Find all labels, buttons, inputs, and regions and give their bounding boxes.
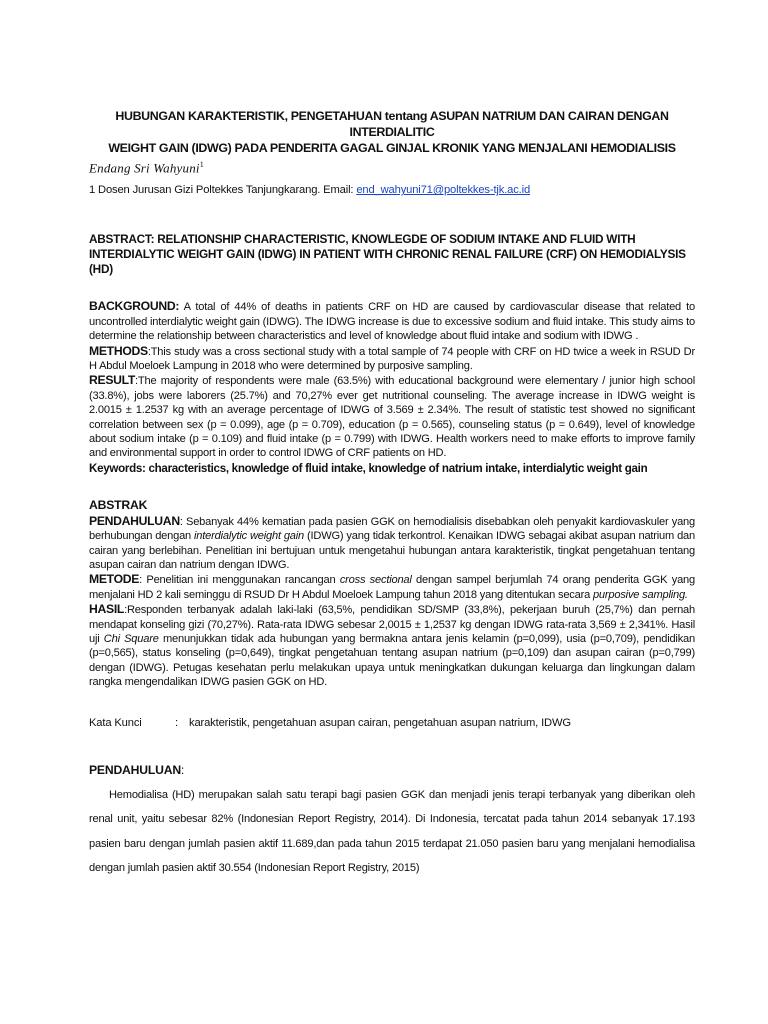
hasil-text-a: :Responden terbanyak adalah laki-laki (63,5%, pendidikan SD/SMP (33,8%), pekerjaan buruh (25,7%) dan pernah mendapat konseling gizi (70,27%). Rata-rata IDWG sebesar 2,0015 ± 1,2537 kg dengan IDWG rata-rata 3,569 ± 2,341%. Hasil uji (89, 604, 695, 646)
abstract-title: ABSTRACT: RELATIONSHIP CHARACTERISTIC, KNOWLEGDE OF SODIUM INTAKE AND FLUID WITH INTERDIALYTIC WEIGHT GAIN (IDWG) IN PATIENT WITH CHRONIC RENAL FAILURE (CRF) ON HEMODIALYSIS (HD) (89, 232, 686, 277)
metode-text-a: : Penelitian ini menggunakan rancangan (139, 574, 340, 587)
paper-title (85, 108, 699, 156)
background-label: BACKGROUND: (89, 299, 180, 314)
result-paragraph (89, 373, 695, 460)
intro-paragraph: Hemodialisa (HD) merupakan salah satu terapi bagi pasien GGK dan menjadi jenis terapi terbanyak yang diberikan oleh renal unit, yaitu sebesar 82% (Indonesian Report Registry, 2014). Di Indonesia, tercatat pada tahun 2014 sebanyak 17.193 pasien baru dengan jumlah pasien aktif 11.689,dan pada tahun 2015 terdapat 21.050 pasien baru yang menjalani hemodialisa dengan jumlah pasien aktif 30.554 (Indonesian Report Registry, 2015) (89, 788, 695, 875)
intro-heading-colon: : (180, 762, 185, 777)
kata-kunci-colon: : (175, 716, 178, 729)
metode-text-b: dengan sampel berjumlah 74 orang penderita GGK yang menjalani HD 2 kali seminggu di RSUD Dr H Abdul Moeloek Lampung tahun 2018 yang ditentukan secara (89, 574, 695, 601)
methods-label: METHODS (89, 343, 148, 358)
keywords: Keywords: characteristics, knowledge of fluid intake, knowledge of natrium intake, interdialytic weight gain (89, 461, 648, 475)
hasil-paragraph (89, 602, 695, 689)
background-paragraph (89, 299, 695, 343)
hasil-text-b: menunjukkan tidak ada hubungan yang bermakna antara jenis kelamin (p=0,099), usia (p=0,709), pendidikan (p=0,565), status konseling (p=0,649), tingkat pengetahuan tentang asupan natrium (p=0,109) dan asupan cairan (p=0,799) dengan (IDWG). Petugas kesehatan perlu melakukan upaya untuk meningkatkan dukungan keluarga dan lingkungan dalam rangka mengendalikan IDWG pasien GGK on HD. (89, 633, 695, 689)
author-superscript: 1 (199, 160, 204, 169)
affiliation-text: 1 Dosen Jurusan Gizi Poltekkes Tanjungkarang. Email: (89, 184, 357, 197)
background-text: A total of 44% of deaths in patients CRF on HD are caused by cardiovascular disease that related to uncontrolled interdialytic weight gain (IDWG). The IDWG increase is due to excessive sodium and fluid intake. This study aims to determine the relationship between characteristics and level of knowledge about fluid intake and sodium with IDWG . (89, 301, 695, 343)
metode-italic-2: purposive sampling. (592, 588, 688, 601)
hasil-italic: Chi Square (103, 633, 159, 646)
pendahuluan-text-b: (IDWG) yang tidak terkontrol. Kenaikan IDWG sebagai akibat asupan natrium dan cairan yang berlebihan. Penelitian ini bertujuan untuk mengetahui hubungan antara karakteristik, tingkat pengetahuan tentang asupan cairan dan natrium dengan IDWG. (89, 530, 695, 572)
kata-kunci-text: karakteristik, pengetahuan asupan cairan, pengetahuan asupan natrium, IDWG (189, 716, 571, 729)
email-link[interactable]: end_wahyuni71@poltekkes-tjk.ac.id (356, 184, 531, 197)
kata-kunci-row (89, 716, 695, 731)
paper-page (89, 108, 695, 881)
title-line-2: WEIGHT GAIN (IDWG) PADA PENDERITA GAGAL GINJAL KRONIK YANG MENJALANI HEMODIALISIS (108, 141, 676, 155)
pendahuluan-paragraph (89, 514, 695, 573)
pendahuluan-italic: interdialytic weight gain (194, 530, 305, 543)
pendahuluan-text-a: : Sebanyak 44% kematian pada pasien GGK on hemodialisis disebabkan oleh penyakit kardiovaskuler yang berhubungan dengan (89, 515, 695, 543)
abstrak-heading: ABSTRAK (89, 497, 148, 512)
affiliation (89, 182, 695, 198)
methods-paragraph (89, 344, 695, 374)
intro-heading (89, 763, 695, 778)
kata-kunci-label: Kata Kunci (89, 716, 142, 729)
intro-heading-text: PENDAHULUAN (89, 762, 181, 777)
result-label: RESULT (89, 373, 136, 388)
author-text: Endang Sri Wahyuni (89, 160, 200, 176)
metode-italic-1: cross sectional (339, 574, 412, 587)
title-line-1: HUBUNGAN KARAKTERISTIK, PENGETAHUAN tentang ASUPAN NATRIUM DAN CAIRAN DENGAN INTERDIALITIC (115, 109, 669, 139)
metode-paragraph (89, 572, 695, 602)
result-text: :The majority of respondents were male (63.5%) with educational background were elementary / junior high school (33.8%), jobs were laborers (25.7%) and 70,27% ever get nutritional counseling. The average increase in IDWG weight is 2.0015 ± 1.2537 kg with an average percentage of IDWG of 3.569 ± 2.34%. The result of statistic test showed no significant correlation between sex (p = 0.099), age (p = 0.709), education (p = 0.565), counseling status (p = 0.649), level of knowledge about sodium intake (p = 0.109) and fluid intake (p = 0.799) with IDWG. Health workers need to make efforts to improve family and environmental support in order to control IDWG of CRF patients on HD. (89, 375, 695, 460)
hasil-label: HASIL (89, 602, 125, 617)
metode-label: METODE (89, 572, 140, 587)
pendahuluan-label: PENDAHULUAN (89, 513, 180, 528)
methods-text: :This study was a cross sectional study with a total sample of 74 people with CRF on HD twice a week in RSUD Dr H Abdul Moeloek Lampung in 2018 who were determined by purposive sampling. (89, 345, 695, 372)
author-name (89, 156, 695, 177)
